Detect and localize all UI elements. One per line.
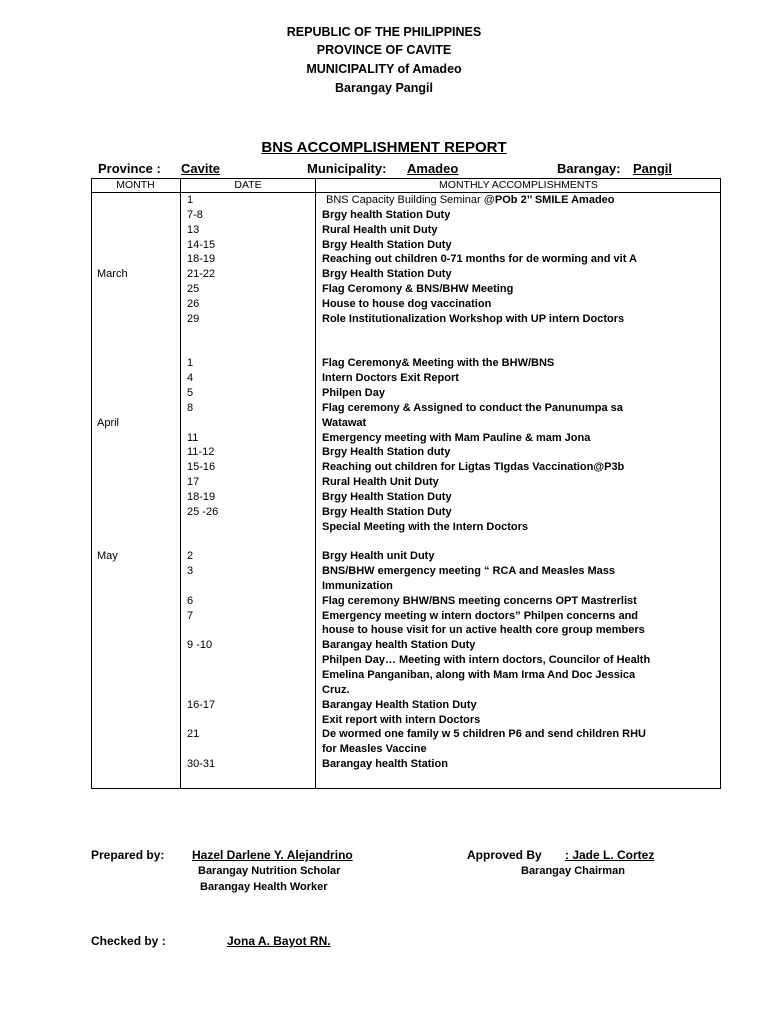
row-date: 11-12 (187, 446, 215, 459)
row-accomplishment: Intern Doctors Exit Report (322, 372, 459, 385)
approved-by-name: : Jade L. Cortez (565, 848, 655, 862)
table-row (0, 298, 768, 313)
row-date: 13 (187, 223, 200, 236)
row-date: 8 (187, 401, 194, 414)
row-date: 7-8 (187, 208, 203, 221)
row-accomplishment-text: BNS Capacity Building Seminar @ (326, 194, 495, 206)
row-accomplishment: Role Institutionalization Workshop with UP intern Doctors (322, 312, 625, 325)
prepared-by-title-1: Barangay Nutrition Scholar (198, 865, 341, 877)
table-row (0, 684, 768, 699)
report-title: BNS ACCOMPLISHMENT REPORT (261, 139, 507, 156)
table-row (0, 491, 768, 506)
row-accomplishment: Special Meeting with the Intern Doctors (322, 520, 528, 533)
table-row (0, 328, 768, 343)
row-accomplishment: Brgy Health Station Duty (322, 505, 452, 518)
row-accomplishment: Brgy health Station Duty (322, 208, 451, 221)
row-accomplishment (326, 194, 615, 206)
municipality-value: Amadeo (407, 161, 459, 176)
row-month: May (97, 550, 118, 563)
table-row (0, 550, 768, 565)
municipality-label: Municipality: (307, 161, 387, 176)
table-row (0, 728, 768, 743)
row-accomplishment: BNS/BHW emergency meeting “ RCA and Measles Mass (322, 565, 616, 578)
column-header-month: MONTH (116, 179, 155, 191)
row-date: 25 (187, 283, 200, 296)
table-row (0, 417, 768, 432)
prepared-by-title-2: Barangay Health Worker (200, 881, 328, 893)
table-row (0, 432, 768, 447)
row-accomplishment: Brgy Health Station Duty (322, 268, 452, 281)
row-date: 18-19 (187, 253, 216, 266)
row-accomplishment: Emergency meeting w intern doctors” Philpen concerns and (322, 609, 639, 622)
row-date: 9 -10 (187, 639, 213, 652)
table-row (0, 699, 768, 714)
table-body (0, 194, 768, 773)
barangay-label: Barangay: (557, 161, 621, 176)
table-row (0, 253, 768, 268)
row-date: 7 (187, 609, 194, 622)
row-accomplishment: De wormed one family w 5 children P6 and send children RHU (322, 728, 646, 741)
table-row (0, 402, 768, 417)
row-date: 30-31 (187, 758, 216, 771)
table-row (0, 595, 768, 610)
prepared-by-label: Prepared by: (91, 848, 165, 862)
row-date: 14-15 (187, 238, 216, 251)
row-accomplishment: Flag Ceromony & BNS/BHW Meeting (322, 283, 514, 296)
table-row (0, 654, 768, 669)
table-row (0, 506, 768, 521)
row-date: 2 (187, 550, 194, 563)
table-row (0, 639, 768, 654)
table-row (0, 743, 768, 758)
table-row (0, 476, 768, 491)
approved-by-title: Barangay Chairman (521, 865, 625, 877)
table-row (0, 624, 768, 639)
row-date: 1 (187, 194, 194, 206)
table-row (0, 714, 768, 729)
row-accomplishment: House to house dog vaccination (322, 297, 492, 310)
row-date: 26 (187, 297, 200, 310)
table-row (0, 521, 768, 536)
table-row (0, 224, 768, 239)
row-accomplishment-bold: POb 2’’ SMILE Amadeo (494, 194, 615, 206)
row-accomplishment: Immunization (322, 579, 393, 592)
row-date: 16-17 (187, 698, 216, 711)
table-row (0, 669, 768, 684)
checked-by-name: Jona A. Bayot RN. (227, 934, 331, 948)
row-date: 29 (187, 312, 200, 325)
row-accomplishment: Brgy Health Station Duty (322, 490, 452, 503)
table-row (0, 239, 768, 254)
row-accomplishment: Barangay health Station Duty (322, 639, 476, 652)
row-date: 5 (187, 386, 194, 399)
row-accomplishment: Barangay Health Station Duty (322, 698, 477, 711)
row-month: April (97, 416, 120, 429)
row-accomplishment: Brgy Health Station duty (322, 446, 451, 459)
header-municipality: MUNICIPALITY of Amadeo (306, 62, 462, 76)
header-barangay: Barangay Pangil (335, 81, 433, 95)
row-accomplishment: Reaching out children 0-71 months for de worming and vit A (322, 253, 637, 266)
table-row (0, 461, 768, 476)
header-republic: REPUBLIC OF THE PHILIPPINES (286, 25, 482, 39)
row-date: 17 (187, 476, 200, 489)
row-accomplishment: Philpen Day… Meeting with intern doctors, Councilor of Health (322, 654, 651, 667)
row-date: 18-19 (187, 490, 216, 503)
approved-by-label: Approved By (467, 848, 542, 862)
province-value: Cavite (181, 161, 221, 176)
table-row (0, 342, 768, 357)
row-accomplishment: Flag Ceremony& Meeting with the BHW/BNS (322, 357, 555, 370)
table-row (0, 283, 768, 298)
row-accomplishment: for Measles Vaccine (322, 743, 427, 756)
table-row (0, 209, 768, 224)
column-header-date: DATE (234, 179, 262, 191)
table-row (0, 357, 768, 372)
prepared-by-name: Hazel Darlene Y. Alejandrino (192, 848, 353, 862)
row-accomplishment: Philpen Day (322, 386, 385, 399)
row-accomplishment: Rural Health Unit Duty (322, 476, 439, 489)
row-accomplishment: Flag ceremony & Assigned to conduct the Panunumpa sa (322, 401, 623, 414)
table-row (0, 565, 768, 580)
row-accomplishment: Cruz. (322, 683, 350, 696)
header-province: PROVINCE OF CAVITE (316, 43, 452, 57)
row-accomplishment: Watawat (322, 416, 367, 429)
row-date: 21-22 (187, 268, 216, 281)
table-row (0, 387, 768, 402)
row-accomplishment: Flag ceremony BHW/BNS meeting concerns OPT Mastrerlist (322, 594, 637, 607)
table-row (0, 610, 768, 625)
row-date: 11 (187, 431, 199, 444)
row-month: March (97, 268, 128, 281)
barangay-value: Pangil (633, 161, 673, 176)
row-accomplishment: house to house visit for un active health core group members (322, 624, 645, 637)
table-row (0, 194, 768, 209)
table-row (0, 446, 768, 461)
table-row (0, 268, 768, 283)
row-date: 15-16 (187, 461, 216, 474)
table-row (0, 535, 768, 550)
province-label: Province : (98, 161, 161, 176)
table-row (0, 372, 768, 387)
column-header-accomplishments: MONTHLY ACCOMPLISHMENTS (439, 179, 598, 191)
row-accomplishment: Exit report with intern Doctors (322, 713, 481, 726)
row-date: 25 -26 (187, 505, 219, 518)
row-date: 4 (187, 372, 194, 385)
row-accomplishment: Brgy Health Station Duty (322, 238, 452, 251)
row-accomplishment: Emelina Panganiban, along with Mam Irma And Doc Jessica (322, 669, 636, 681)
row-accomplishment: Rural Health unit Duty (322, 223, 438, 236)
checked-by-label: Checked by : (91, 934, 166, 948)
row-accomplishment: Brgy Health unit Duty (322, 550, 435, 563)
row-date: 6 (187, 594, 194, 607)
row-date: 1 (187, 357, 194, 370)
table-row (0, 313, 768, 328)
row-date: 21 (187, 728, 200, 741)
row-date: 3 (187, 565, 194, 578)
table-row (0, 580, 768, 595)
table-row (0, 758, 768, 773)
table-header-divider (91, 192, 721, 193)
row-accomplishment: Barangay health Station (322, 758, 448, 771)
row-accomplishment: Emergency meeting with Mam Pauline & mam Jona (322, 431, 591, 444)
row-accomplishment: Reaching out children for Ligtas TIgdas Vaccination@P3b (322, 461, 625, 474)
